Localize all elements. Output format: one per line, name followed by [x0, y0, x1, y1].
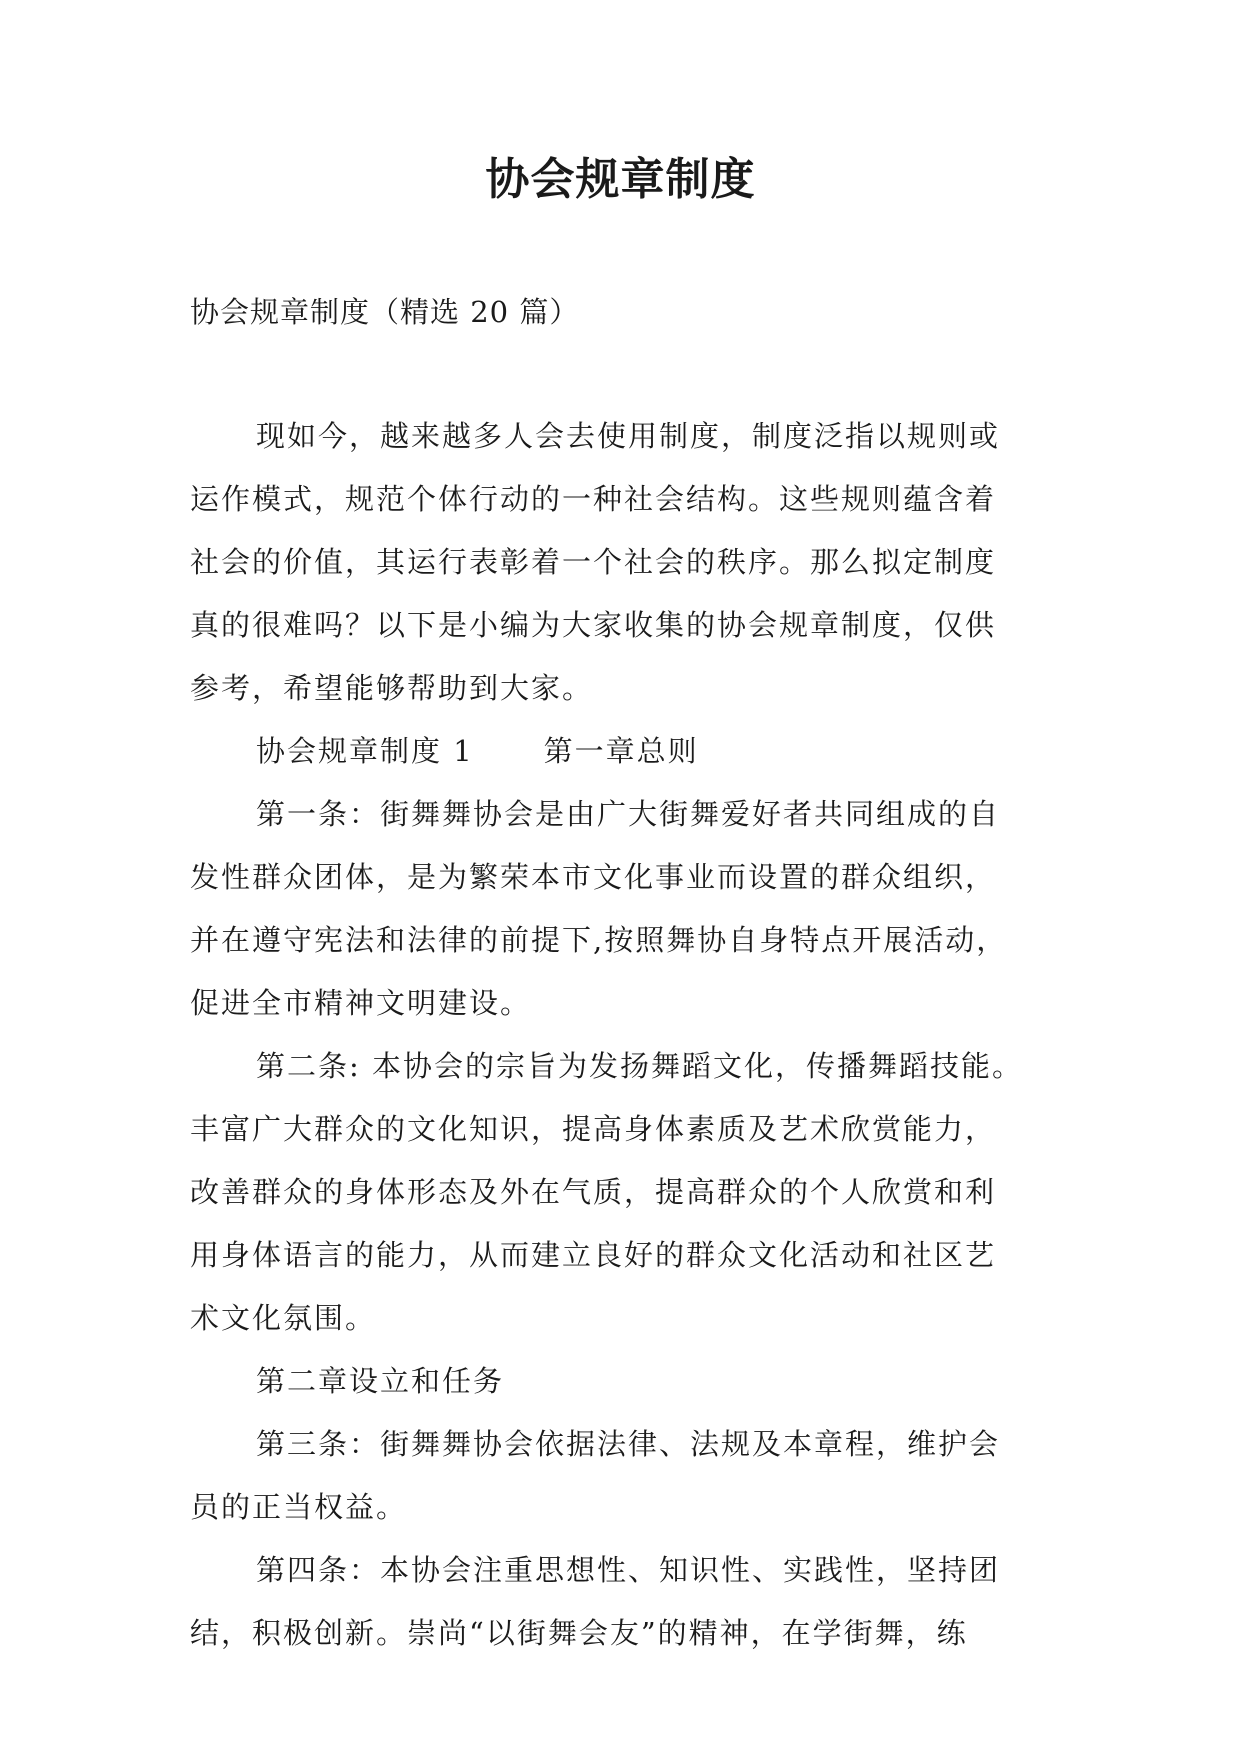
text-line — [190, 1602, 1054, 1665]
text-line-content: 第二条: 本协会的宗旨为发扬舞蹈文化，传播舞蹈技能。 — [256, 1049, 1023, 1083]
text-line — [190, 468, 1054, 531]
text-line-content: 真的很难吗？以下是小编为大家收集的协会规章制度，仅供 — [190, 608, 997, 642]
text-line-content: 发性群众团体，是为繁荣本市文化事业而设置的群众组织， — [190, 860, 997, 894]
text-line-content: 协会规章制度 1 — [256, 734, 474, 768]
text-line — [190, 783, 1054, 846]
text-line-content: 术文化氛围。 — [190, 1301, 377, 1335]
text-line — [190, 657, 1054, 720]
text-line-content: 第二章设立和任务 — [256, 1364, 505, 1398]
text-line-content: 参考，希望能够帮助到大家。 — [190, 671, 594, 705]
text-line-content: 改善群众的身体形态及外在气质，提高群众的个人欣赏和利 — [190, 1175, 997, 1209]
text-line-content: 员的正当权益。 — [190, 1490, 408, 1524]
chapter-heading: 第一章总则 — [543, 734, 699, 768]
text-line-content: 第一条：街舞舞协会是由广大街舞爱好者共同组成的自 — [256, 797, 1001, 831]
text-line — [190, 594, 1054, 657]
document-subtitle: 协会规章制度（精选 20 篇） — [190, 295, 580, 329]
text-line — [190, 1224, 1054, 1287]
text-line-content: 运作模式，规范个体行动的一种社会结构。这些规则蕴含着 — [190, 482, 997, 516]
text-line-content: 第三条：街舞舞协会依据法律、法规及本章程，维护会 — [256, 1427, 1001, 1461]
text-line — [190, 531, 1054, 594]
text-line — [190, 720, 1054, 783]
text-line — [190, 1539, 1054, 1602]
document-body — [190, 405, 1054, 1665]
text-line — [190, 972, 1054, 1035]
text-line — [190, 1035, 1054, 1098]
text-line-content: 用身体语言的能力，从而建立良好的群众文化活动和社区艺 — [190, 1238, 997, 1272]
text-line — [190, 1098, 1054, 1161]
text-line — [190, 1413, 1054, 1476]
text-line-content: 现如今，越来越多人会去使用制度，制度泛指以规则或 — [256, 419, 1001, 453]
text-line — [190, 1350, 1054, 1413]
text-line-content: 社会的价值，其运行表彰着一个社会的秩序。那么拟定制度 — [190, 545, 997, 579]
text-line — [190, 846, 1054, 909]
text-line — [190, 405, 1054, 468]
text-line-content: 第四条：本协会注重思想性、知识性、实践性，坚持团 — [256, 1553, 1001, 1587]
text-line — [190, 1287, 1054, 1350]
text-line-content: 丰富广大群众的文化知识，提高身体素质及艺术欣赏能力， — [190, 1112, 997, 1146]
text-line-content: 促进全市精神文明建设。 — [190, 986, 532, 1020]
text-line — [190, 1161, 1054, 1224]
text-line-content: 结，积极创新。崇尚“以街舞会友”的精神，在学街舞，练 — [190, 1616, 968, 1650]
text-line — [190, 909, 1054, 972]
text-line — [190, 1476, 1054, 1539]
document-title: 协会规章制度 — [485, 154, 756, 205]
text-line-content: 并在遵守宪法和法律的前提下,按照舞协自身特点开展活动， — [190, 923, 1008, 957]
